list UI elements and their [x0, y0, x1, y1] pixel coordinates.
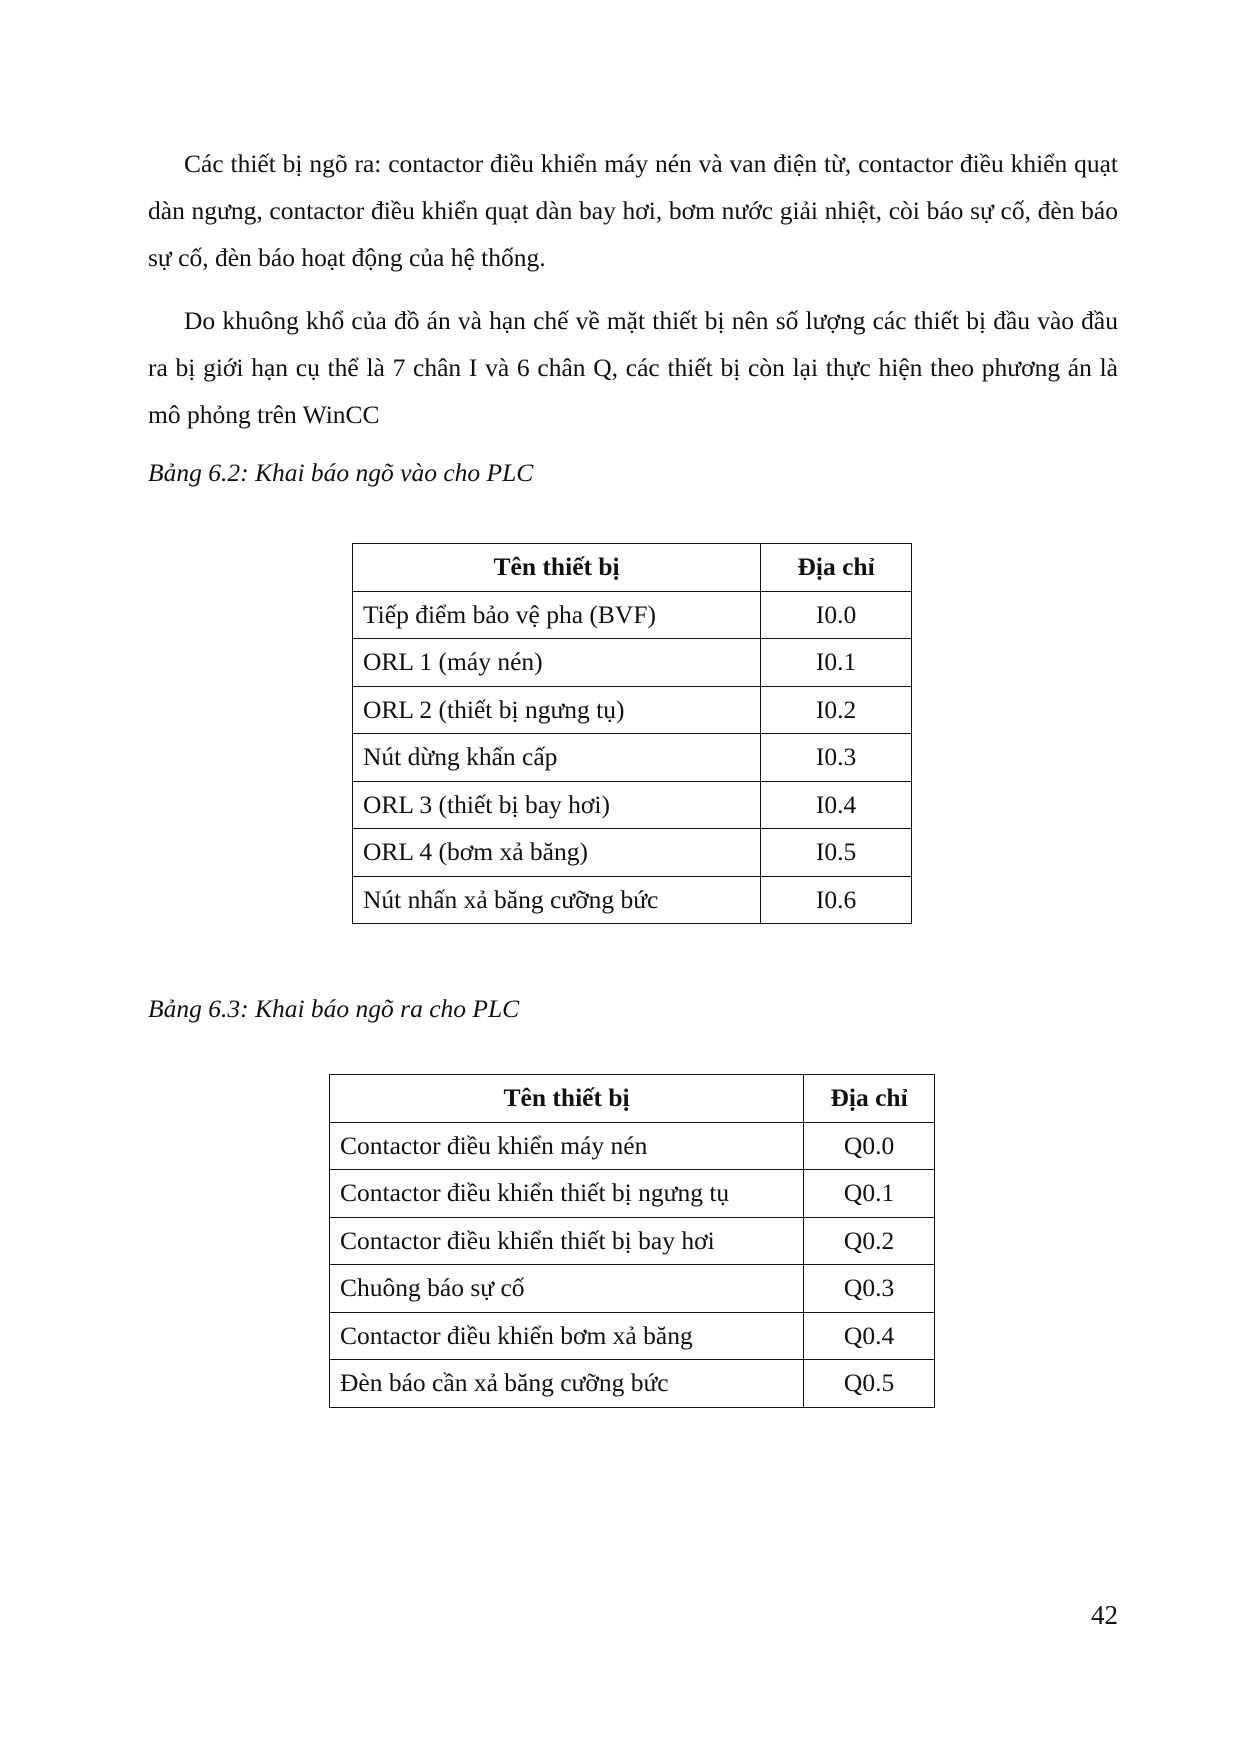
device-name-cell: ORL 3 (thiết bị bay hơi) — [353, 781, 761, 829]
table-row — [353, 591, 912, 639]
device-name-cell: Contactor điều khiển bơm xả băng — [330, 1312, 804, 1360]
device-name-cell: Nút dừng khẩn cấp — [353, 734, 761, 782]
table-row — [330, 1265, 935, 1313]
address-cell: Q0.4 — [804, 1312, 935, 1360]
table-header-row — [353, 544, 912, 592]
device-name-cell: Chuông báo sự cố — [330, 1265, 804, 1313]
address-cell: I0.5 — [761, 829, 912, 877]
device-name-cell: Contactor điều khiển máy nén — [330, 1122, 804, 1170]
address-cell: Q0.1 — [804, 1170, 935, 1218]
table-row — [330, 1170, 935, 1218]
table-row — [353, 734, 912, 782]
table-inputs — [352, 543, 912, 924]
table-row — [353, 686, 912, 734]
address-cell: I0.2 — [761, 686, 912, 734]
device-name-cell: ORL 2 (thiết bị ngưng tụ) — [353, 686, 761, 734]
address-cell: Q0.0 — [804, 1122, 935, 1170]
table-outputs — [329, 1074, 935, 1408]
paragraph-io-limits: Do khuông khổ của đồ án và hạn chế về mặt thiết bị nên số lượng các thiết bị đầu vào đầu ra bị giới hạn cụ thể là 7 chân I và 6 chân Q, các thiết bị còn lại thực hiện theo phương án là mô phỏng trên WinCC — [148, 306, 1118, 429]
table-row — [330, 1217, 935, 1265]
device-name-cell: Contactor điều khiển thiết bị bay hơi — [330, 1217, 804, 1265]
header-device-name: Tên thiết bị — [353, 544, 761, 592]
address-cell: I0.0 — [761, 591, 912, 639]
table-row — [330, 1360, 935, 1408]
header-address: Địa chỉ — [761, 544, 912, 592]
table-caption-outputs: Bảng 6.3: Khai báo ngõ ra cho PLC — [148, 994, 520, 1023]
address-cell: Q0.2 — [804, 1217, 935, 1265]
table-header-row — [330, 1075, 935, 1123]
device-name-cell: ORL 4 (bơm xả băng) — [353, 829, 761, 877]
table-row — [353, 876, 912, 924]
table-row — [330, 1312, 935, 1360]
table-row — [353, 639, 912, 687]
address-cell: Q0.3 — [804, 1265, 935, 1313]
device-name-cell: ORL 1 (máy nén) — [353, 639, 761, 687]
table-row — [330, 1122, 935, 1170]
table-row — [353, 829, 912, 877]
header-address: Địa chỉ — [804, 1075, 935, 1123]
device-name-cell: Nút nhấn xả băng cưỡng bức — [353, 876, 761, 924]
paragraph-output-devices: Các thiết bị ngõ ra: contactor điều khiển máy nén và van điện từ, contactor điều khiển quạt dàn ngưng, contactor điều khiển quạt dàn bay hơi, bơm nước giải nhiệt, còi báo sự cố, đèn báo sự cố, đèn báo hoạt động của hệ thống. — [148, 149, 1118, 272]
address-cell: I0.3 — [761, 734, 912, 782]
table-row — [353, 781, 912, 829]
address-cell: Q0.5 — [804, 1360, 935, 1408]
device-name-cell: Đèn báo cần xả băng cưỡng bức — [330, 1360, 804, 1408]
device-name-cell: Tiếp điểm bảo vệ pha (BVF) — [353, 591, 761, 639]
device-name-cell: Contactor điều khiển thiết bị ngưng tụ — [330, 1170, 804, 1218]
page-number: 42 — [1091, 1600, 1118, 1630]
address-cell: I0.6 — [761, 876, 912, 924]
table-caption-inputs: Bảng 6.2: Khai báo ngõ vào cho PLC — [148, 458, 534, 487]
address-cell: I0.4 — [761, 781, 912, 829]
header-device-name: Tên thiết bị — [330, 1075, 804, 1123]
address-cell: I0.1 — [761, 639, 912, 687]
